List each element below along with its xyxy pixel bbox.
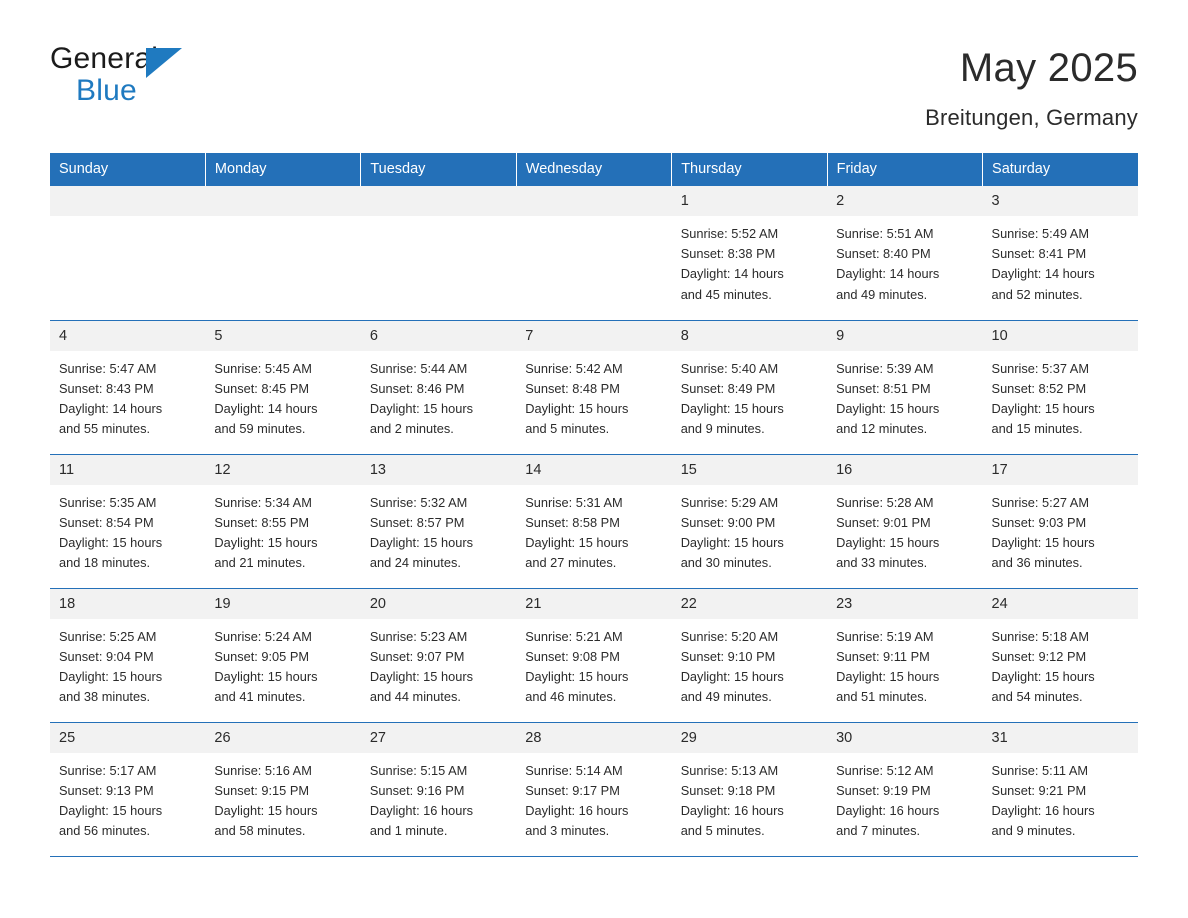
day-info-line: Daylight: 15 hours [991, 668, 1095, 684]
day-cell-inner [672, 186, 827, 320]
day-info-line: Sunset: 9:05 PM [214, 648, 310, 664]
day-info-line: Daylight: 15 hours [525, 668, 629, 684]
calendar-week-row [50, 588, 1138, 722]
day-sun-info [827, 619, 982, 708]
day-cell-inner [205, 589, 360, 722]
day-info-line: and 38 minutes. [59, 689, 151, 705]
weekday-header-sunday: Sunday [50, 153, 205, 186]
day-cell-inner [361, 589, 516, 722]
day-sun-info [205, 485, 360, 574]
day-sun-info [983, 351, 1138, 440]
day-cell-inner [361, 455, 516, 588]
day-info-line: Daylight: 15 hours [214, 668, 318, 684]
day-info-line: Sunset: 9:04 PM [59, 648, 154, 664]
day-info-line: Sunset: 8:52 PM [991, 380, 1087, 396]
day-sun-info [50, 753, 205, 842]
day-info-line: Sunset: 9:16 PM [369, 782, 465, 798]
calendar-body [50, 186, 1138, 856]
day-info-line: and 49 minutes. [836, 286, 928, 302]
day-number: 9 [827, 321, 982, 351]
calendar-day-cell[interactable] [361, 722, 516, 856]
day-info-line: Sunrise: 5:15 AM [369, 762, 468, 778]
day-info-line: Daylight: 16 hours [369, 802, 473, 818]
day-number: 30 [827, 723, 982, 753]
day-cell-inner [205, 186, 360, 320]
day-info-line: Sunrise: 5:47 AM [59, 360, 157, 376]
day-info-line: Daylight: 15 hours [836, 534, 940, 550]
calendar-day-cell[interactable] [361, 454, 516, 588]
triangle-icon [146, 48, 182, 78]
calendar-cell-empty [50, 186, 205, 320]
day-info-line: Daylight: 15 hours [59, 534, 163, 550]
day-number: 24 [983, 589, 1138, 619]
day-number [516, 186, 671, 216]
day-info-line: and 21 minutes. [214, 555, 306, 571]
day-sun-info [983, 216, 1138, 305]
weekday-header-thursday: Thursday [672, 153, 827, 186]
day-info-line: and 9 minutes. [680, 421, 765, 437]
day-info-line: Daylight: 15 hours [525, 400, 629, 416]
day-info-line: Sunset: 9:18 PM [680, 782, 776, 798]
day-sun-info [205, 351, 360, 440]
day-sun-info [516, 351, 671, 440]
calendar-day-cell[interactable] [983, 320, 1138, 454]
day-info-line: Daylight: 15 hours [59, 802, 163, 818]
day-sun-info [672, 485, 827, 574]
day-cell-inner [983, 723, 1138, 856]
day-info-line: Daylight: 15 hours [369, 400, 473, 416]
day-info-line: Sunrise: 5:42 AM [525, 360, 623, 376]
calendar-day-cell[interactable] [516, 722, 671, 856]
day-info-line: Sunset: 8:57 PM [369, 514, 465, 530]
day-info-line: Sunset: 8:45 PM [214, 380, 310, 396]
day-info-line: Daylight: 16 hours [991, 802, 1095, 818]
day-sun-info [827, 216, 982, 305]
day-info-line: Sunset: 9:19 PM [836, 782, 931, 798]
day-number: 17 [983, 455, 1138, 485]
day-info-line: and 3 minutes. [525, 823, 610, 839]
day-number: 23 [827, 589, 982, 619]
calendar-week-row [50, 454, 1138, 588]
day-cell-inner [516, 589, 671, 722]
day-cell-inner [361, 723, 516, 856]
day-info-line: and 5 minutes. [680, 823, 765, 839]
day-cell-inner [50, 321, 205, 454]
day-number: 8 [672, 321, 827, 351]
day-cell-inner [983, 455, 1138, 588]
day-cell-inner [827, 321, 982, 454]
calendar-day-cell[interactable] [50, 454, 205, 588]
day-info-line: Daylight: 15 hours [836, 400, 940, 416]
day-info-line: and 56 minutes. [59, 823, 151, 839]
day-number [205, 186, 360, 216]
calendar-day-cell[interactable] [983, 454, 1138, 588]
day-cell-inner [827, 589, 982, 722]
general-blue-logo[interactable] [50, 44, 200, 106]
day-info-line: Sunset: 8:55 PM [214, 514, 310, 530]
calendar-day-cell[interactable] [672, 588, 827, 722]
day-cell-inner [50, 589, 205, 722]
calendar-day-cell[interactable] [672, 454, 827, 588]
day-number: 16 [827, 455, 982, 485]
day-cell-inner [205, 455, 360, 588]
day-info-line: Daylight: 15 hours [59, 668, 163, 684]
day-number: 6 [361, 321, 516, 351]
day-info-line: Daylight: 15 hours [214, 802, 318, 818]
calendar-day-cell[interactable] [983, 186, 1138, 320]
day-sun-info [516, 485, 671, 574]
day-number: 18 [50, 589, 205, 619]
day-info-line: Sunrise: 5:40 AM [680, 360, 779, 376]
day-number: 10 [983, 321, 1138, 351]
day-info-line: Daylight: 15 hours [991, 534, 1095, 550]
day-number: 20 [361, 589, 516, 619]
day-info-line: and 49 minutes. [680, 689, 772, 705]
day-cell-inner [672, 723, 827, 856]
calendar-day-cell[interactable] [516, 454, 671, 588]
day-info-line: Sunrise: 5:52 AM [680, 226, 779, 241]
day-info-line: Sunset: 8:43 PM [59, 380, 154, 396]
day-number: 1 [672, 186, 827, 216]
day-info-line: and 24 minutes. [369, 555, 461, 571]
day-number: 5 [205, 321, 360, 351]
day-number: 27 [361, 723, 516, 753]
day-info-line: and 2 minutes. [369, 421, 454, 437]
day-info-line: Sunset: 9:10 PM [680, 648, 776, 664]
day-info-line: Sunrise: 5:45 AM [214, 360, 312, 376]
day-info-line: and 36 minutes. [991, 555, 1083, 571]
day-number: 19 [205, 589, 360, 619]
day-sun-info [50, 351, 205, 440]
weekday-header-monday: Monday [205, 153, 360, 186]
calendar-day-cell[interactable] [827, 722, 982, 856]
day-cell-inner [205, 723, 360, 856]
day-info-line: Daylight: 16 hours [680, 802, 784, 818]
day-info-line: Sunset: 9:00 PM [680, 514, 776, 530]
calendar-day-cell[interactable] [205, 320, 360, 454]
page-header [50, 0, 1138, 131]
day-sun-info [672, 351, 827, 440]
weekday-header-wednesday: Wednesday [516, 153, 671, 186]
day-info-line: Sunrise: 5:28 AM [836, 494, 934, 510]
day-info-line: Daylight: 14 hours [680, 266, 784, 282]
weekday-header-saturday: Saturday [983, 153, 1138, 186]
day-info-line: Sunset: 8:40 PM [836, 246, 931, 262]
calendar-week-row [50, 186, 1138, 320]
day-info-line: Sunset: 8:38 PM [680, 246, 776, 262]
day-sun-info [983, 485, 1138, 574]
day-sun-info [361, 619, 516, 708]
day-info-line: Daylight: 14 hours [836, 266, 940, 282]
day-info-line: Sunrise: 5:19 AM [836, 628, 934, 644]
day-info-line: Daylight: 15 hours [680, 668, 784, 684]
day-cell-inner [516, 723, 671, 856]
calendar-day-cell[interactable] [827, 454, 982, 588]
day-cell-inner [672, 589, 827, 722]
location-subtitle: Breitungen, Germany [925, 105, 1138, 130]
day-sun-info [205, 619, 360, 708]
day-info-line: and 9 minutes. [991, 823, 1076, 839]
day-number: 25 [50, 723, 205, 753]
day-info-line: Sunset: 9:13 PM [59, 782, 154, 798]
day-info-line: Sunrise: 5:31 AM [525, 494, 623, 510]
calendar-day-cell[interactable] [361, 588, 516, 722]
day-info-line: Sunrise: 5:17 AM [59, 762, 157, 778]
calendar-day-cell[interactable] [205, 454, 360, 588]
day-info-line: Daylight: 14 hours [214, 400, 318, 416]
day-info-line: Sunset: 8:46 PM [369, 380, 465, 396]
day-number: 3 [983, 186, 1138, 216]
calendar-day-cell[interactable] [516, 588, 671, 722]
day-sun-info [827, 351, 982, 440]
day-number: 11 [50, 455, 205, 485]
day-number: 31 [983, 723, 1138, 753]
day-info-line: Sunrise: 5:25 AM [59, 628, 157, 644]
day-sun-info [516, 753, 671, 842]
calendar-cell-empty [361, 186, 516, 320]
day-cell-inner [672, 321, 827, 454]
day-info-line: Sunrise: 5:29 AM [680, 494, 779, 510]
day-info-line: Sunset: 8:58 PM [525, 514, 620, 530]
day-info-line: Daylight: 16 hours [525, 802, 629, 818]
day-cell-inner [827, 186, 982, 320]
day-info-line: and 5 minutes. [525, 421, 610, 437]
day-info-line: Daylight: 15 hours [214, 534, 318, 550]
day-info-line: Sunrise: 5:20 AM [680, 628, 779, 644]
day-info-line: Sunrise: 5:49 AM [991, 226, 1089, 241]
day-sun-info [672, 216, 827, 305]
day-info-line: and 58 minutes. [214, 823, 306, 839]
day-cell-inner [50, 723, 205, 856]
day-info-line: Sunrise: 5:35 AM [59, 494, 157, 510]
logo-text-blue: Blue [76, 74, 137, 107]
day-info-line: Sunset: 8:48 PM [525, 380, 620, 396]
day-info-line: Sunrise: 5:18 AM [991, 628, 1089, 644]
calendar-day-cell[interactable] [672, 722, 827, 856]
day-info-line: and 1 minute. [369, 823, 448, 839]
day-cell-inner [361, 321, 516, 454]
day-cell-inner [205, 321, 360, 454]
day-info-line: Sunrise: 5:51 AM [836, 226, 934, 241]
day-info-line: Sunrise: 5:16 AM [214, 762, 312, 778]
calendar-day-cell[interactable] [516, 320, 671, 454]
day-info-line: Sunset: 8:49 PM [680, 380, 776, 396]
day-info-line: and 33 minutes. [836, 555, 928, 571]
day-info-line: and 45 minutes. [680, 286, 772, 302]
title-block [925, 44, 1138, 131]
day-cell-inner [672, 455, 827, 588]
day-number: 7 [516, 321, 671, 351]
day-info-line: Daylight: 15 hours [680, 400, 784, 416]
day-info-line: Daylight: 15 hours [525, 534, 629, 550]
day-info-line: Sunset: 9:03 PM [991, 514, 1087, 530]
day-number: 26 [205, 723, 360, 753]
day-info-line: and 30 minutes. [680, 555, 772, 571]
day-number: 29 [672, 723, 827, 753]
calendar-week-row [50, 320, 1138, 454]
day-info-line: Sunrise: 5:24 AM [214, 628, 312, 644]
day-sun-info [50, 619, 205, 708]
day-cell-inner [983, 589, 1138, 722]
day-info-line: Sunset: 9:17 PM [525, 782, 620, 798]
day-number: 12 [205, 455, 360, 485]
day-cell-inner [361, 186, 516, 320]
calendar-day-cell[interactable] [50, 722, 205, 856]
calendar-day-cell[interactable] [672, 320, 827, 454]
day-info-line: Sunrise: 5:32 AM [369, 494, 468, 510]
day-sun-info [361, 753, 516, 842]
calendar-day-cell[interactable] [50, 588, 205, 722]
day-info-line: Daylight: 16 hours [836, 802, 940, 818]
day-cell-inner [827, 455, 982, 588]
day-info-line: Sunrise: 5:21 AM [525, 628, 623, 644]
day-info-line: Daylight: 15 hours [369, 534, 473, 550]
day-cell-inner [983, 186, 1138, 320]
day-sun-info [205, 753, 360, 842]
day-info-line: Sunrise: 5:39 AM [836, 360, 934, 376]
day-info-line: Sunset: 8:51 PM [836, 380, 931, 396]
day-cell-inner [516, 321, 671, 454]
day-info-line: Daylight: 15 hours [680, 534, 784, 550]
day-info-line: Sunrise: 5:12 AM [836, 762, 934, 778]
day-info-line: Sunset: 9:01 PM [836, 514, 931, 530]
day-sun-info [516, 619, 671, 708]
calendar-day-cell[interactable] [827, 186, 982, 320]
calendar-day-cell[interactable] [205, 588, 360, 722]
day-sun-info [827, 753, 982, 842]
day-number [50, 186, 205, 216]
calendar-day-cell[interactable] [50, 320, 205, 454]
page-title: May 2025 [959, 46, 1138, 90]
day-info-line: and 52 minutes. [991, 286, 1083, 302]
calendar-week-row [50, 722, 1138, 856]
day-cell-inner [827, 723, 982, 856]
day-info-line: and 15 minutes. [991, 421, 1083, 437]
day-sun-info [983, 753, 1138, 842]
day-number: 14 [516, 455, 671, 485]
day-info-line: Sunset: 9:08 PM [525, 648, 620, 664]
day-info-line: Daylight: 14 hours [991, 266, 1095, 282]
day-cell-inner [516, 455, 671, 588]
day-cell-inner [516, 186, 671, 320]
day-number: 28 [516, 723, 671, 753]
calendar-table [50, 153, 1138, 857]
day-info-line: Sunrise: 5:11 AM [991, 762, 1089, 778]
calendar-cell-empty [205, 186, 360, 320]
day-info-line: Sunrise: 5:37 AM [991, 360, 1089, 376]
day-info-line: and 46 minutes. [525, 689, 617, 705]
day-info-line: Sunset: 9:12 PM [991, 648, 1087, 664]
day-info-line: Sunrise: 5:14 AM [525, 762, 623, 778]
weekday-header-tuesday: Tuesday [361, 153, 516, 186]
day-number: 13 [361, 455, 516, 485]
day-sun-info [672, 753, 827, 842]
calendar-day-cell[interactable] [827, 588, 982, 722]
day-cell-inner [50, 455, 205, 588]
day-info-line: Daylight: 15 hours [836, 668, 940, 684]
day-info-line: Sunrise: 5:44 AM [369, 360, 468, 376]
day-info-line: and 44 minutes. [369, 689, 461, 705]
day-info-line: and 55 minutes. [59, 421, 151, 437]
day-info-line: Sunrise: 5:27 AM [991, 494, 1089, 510]
logo-text-general: General [50, 42, 159, 75]
calendar-day-cell[interactable] [827, 320, 982, 454]
day-number: 15 [672, 455, 827, 485]
day-info-line: Sunset: 8:41 PM [991, 246, 1087, 262]
day-info-line: and 51 minutes. [836, 689, 928, 705]
day-number [361, 186, 516, 216]
day-info-line: and 59 minutes. [214, 421, 306, 437]
weekday-header-friday: Friday [827, 153, 982, 186]
day-sun-info [983, 619, 1138, 708]
day-info-line: and 18 minutes. [59, 555, 151, 571]
day-number: 2 [827, 186, 982, 216]
calendar-day-cell[interactable] [672, 186, 827, 320]
day-sun-info [827, 485, 982, 574]
day-info-line: Sunset: 8:54 PM [59, 514, 154, 530]
day-number: 22 [672, 589, 827, 619]
day-info-line: Sunrise: 5:13 AM [680, 762, 779, 778]
calendar-day-cell[interactable] [983, 722, 1138, 856]
day-info-line: and 12 minutes. [836, 421, 928, 437]
calendar-day-cell[interactable] [205, 722, 360, 856]
day-info-line: Daylight: 15 hours [991, 400, 1095, 416]
day-info-line: Sunset: 9:21 PM [991, 782, 1087, 798]
day-sun-info [361, 351, 516, 440]
day-info-line: Daylight: 15 hours [369, 668, 473, 684]
day-number: 4 [50, 321, 205, 351]
day-number: 21 [516, 589, 671, 619]
weekday-header-row [50, 153, 1138, 186]
day-info-line: Sunrise: 5:23 AM [369, 628, 468, 644]
calendar-day-cell[interactable] [361, 320, 516, 454]
day-cell-inner [983, 321, 1138, 454]
day-info-line: and 27 minutes. [525, 555, 617, 571]
day-info-line: Sunrise: 5:34 AM [214, 494, 312, 510]
day-info-line: Sunset: 9:15 PM [214, 782, 310, 798]
day-info-line: and 41 minutes. [214, 689, 306, 705]
day-info-line: Sunset: 9:11 PM [836, 648, 930, 664]
day-info-line: Sunset: 9:07 PM [369, 648, 465, 664]
day-info-line: and 54 minutes. [991, 689, 1083, 705]
day-info-line: and 7 minutes. [836, 823, 921, 839]
calendar-day-cell[interactable] [983, 588, 1138, 722]
day-sun-info [50, 485, 205, 574]
day-sun-info [361, 485, 516, 574]
day-cell-inner [50, 186, 205, 320]
calendar-cell-empty [516, 186, 671, 320]
day-sun-info [672, 619, 827, 708]
day-info-line: Daylight: 14 hours [59, 400, 163, 416]
